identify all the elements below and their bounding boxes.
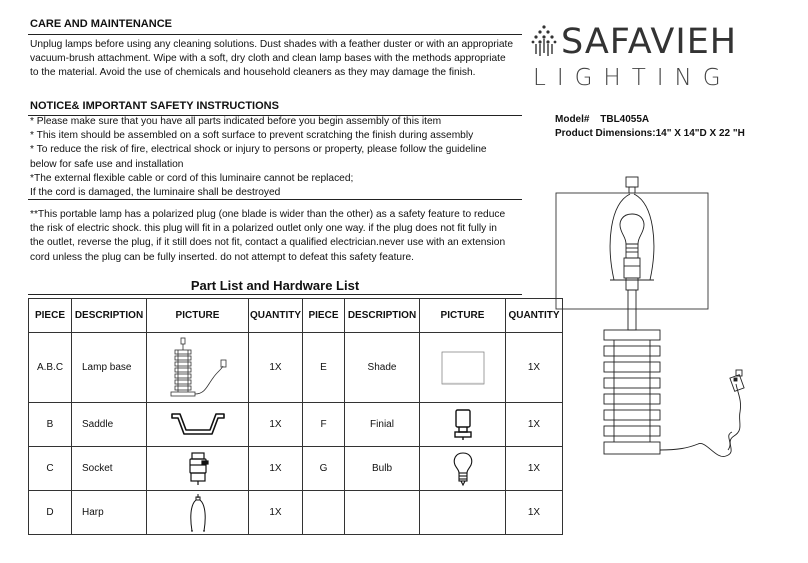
table-lamp-drawing [548,174,778,474]
header-quantity: QUANTITY [249,299,303,333]
table-row [29,491,563,535]
finial-icon [451,408,475,442]
quantity-cell: 1X [506,491,563,535]
care-line: vacuum-brush attachment. Wipe with a soft, dry cloth and clean lamp bases with the methods appropriate [30,53,506,65]
parts-title-divider [28,294,522,295]
header-picture: PICTURE [420,299,506,333]
picture-cell [420,333,506,403]
parts-title: Part List and Hardware List [190,278,360,293]
care-line: Unplug lamps before using any cleaning solutions. Dust shades with a feather duster or with an appropriate [30,39,514,50]
quantity-cell: 1X [249,447,303,491]
notice-line: *The external flexible cable or cord of this luminaire cannot be replaced; [30,172,354,184]
header-description: DESCRIPTION [345,299,420,333]
picture-cell [147,447,249,491]
lamp-base-icon [163,336,233,400]
description-cell: Harp [72,491,147,535]
harp-icon [183,493,213,533]
dimensions-line [555,128,745,139]
description-cell: Finial [345,403,420,447]
description-cell: Shade [345,333,420,403]
table-row [29,447,563,491]
notice-title: NOTICE& IMPORTANT SAFETY INSTRUCTIONS [30,100,279,112]
brand-name: SAFAVIEH [561,22,738,62]
description-cell: Bulb [345,447,420,491]
piece-cell [303,491,345,535]
bulb-icon [450,451,476,487]
notice-line: If the cord is damaged, the luminaire shall be destroyed [30,187,281,199]
lamp-illustration [548,174,778,479]
care-title: CARE AND MAINTENANCE [30,18,172,30]
care-divider [28,34,522,35]
quantity-cell: 1X [506,403,563,447]
picture-cell [420,403,506,447]
care-line: to the material. Avoid the use of chemicals and household cleaners as they may damage the finish. [30,67,476,79]
quantity-cell: 1X [506,333,563,403]
description-cell: Lamp base [72,333,147,403]
shade-icon [439,348,487,388]
care-text [30,38,513,81]
picture-cell [147,333,249,403]
piece-cell: A.B.C [29,333,72,403]
quantity-cell: 1X [249,491,303,535]
notice-line: below for safe use and installation [30,158,184,170]
table-row [29,333,563,403]
description-cell: Socket [72,447,147,491]
piece-cell: C [29,447,72,491]
picture-cell [147,491,249,535]
description-cell: Saddle [72,403,147,447]
piece-cell: E [303,333,345,403]
notice-text [30,115,487,200]
quantity-cell: 1X [506,447,563,491]
warning-line: the risk of electric shock. this plug will fit in a polarized outlet only one way. if the plug does not fit fully in [30,223,497,235]
warning-line: **This portable lamp has a polarized plug (one blade is wider than the other) as a safety feature to reduce [30,209,506,220]
model-number: TBL4055A [600,114,650,125]
dimensions-label: Product Dimensions: [555,128,656,139]
warning-line: the outlet, reverse the plug, if it still does not fit, contact a qualified electrician.never use with an extension [30,237,506,249]
model-line [555,114,649,125]
piece-cell: F [303,403,345,447]
header-picture: PICTURE [147,299,249,333]
warning-line: cord unless the plug can be fully inserted. do not attempt to defeat this safety feature. [30,251,414,263]
saddle-icon [170,410,226,440]
safavieh-logo [531,24,557,61]
header-description: DESCRIPTION [72,299,147,333]
piece-cell: G [303,447,345,491]
notice-bottom-divider [28,199,522,200]
notice-line: * Please make sure that you have all parts indicated before you begin assembly of this item [30,116,442,127]
model-label: Model# [555,114,590,125]
dimensions-value: 14" X 14"D X 22 "H [655,128,745,139]
header-quantity: QUANTITY [506,299,563,333]
brand-sub: LIGHTING [533,65,732,91]
picture-cell [420,491,506,535]
plug-warning-text [30,208,505,265]
quantity-cell: 1X [249,333,303,403]
socket-icon [185,451,211,487]
picture-cell [420,447,506,491]
quantity-cell: 1X [249,403,303,447]
picture-cell [147,403,249,447]
notice-line: * This item should be assembled on a soft surface to prevent scratching the finish during assembly [30,130,474,142]
notice-line: * To reduce the risk of fire, electrical shock or injury to persons or property, please follow the guideline [30,144,487,156]
header-piece: PIECE [303,299,345,333]
table-row [29,403,563,447]
piece-cell: D [29,491,72,535]
piece-cell: B [29,403,72,447]
header-piece: PIECE [29,299,72,333]
description-cell [345,491,420,535]
table-header-row [29,299,563,333]
parts-table [28,298,563,535]
chandelier-icon [531,24,557,56]
